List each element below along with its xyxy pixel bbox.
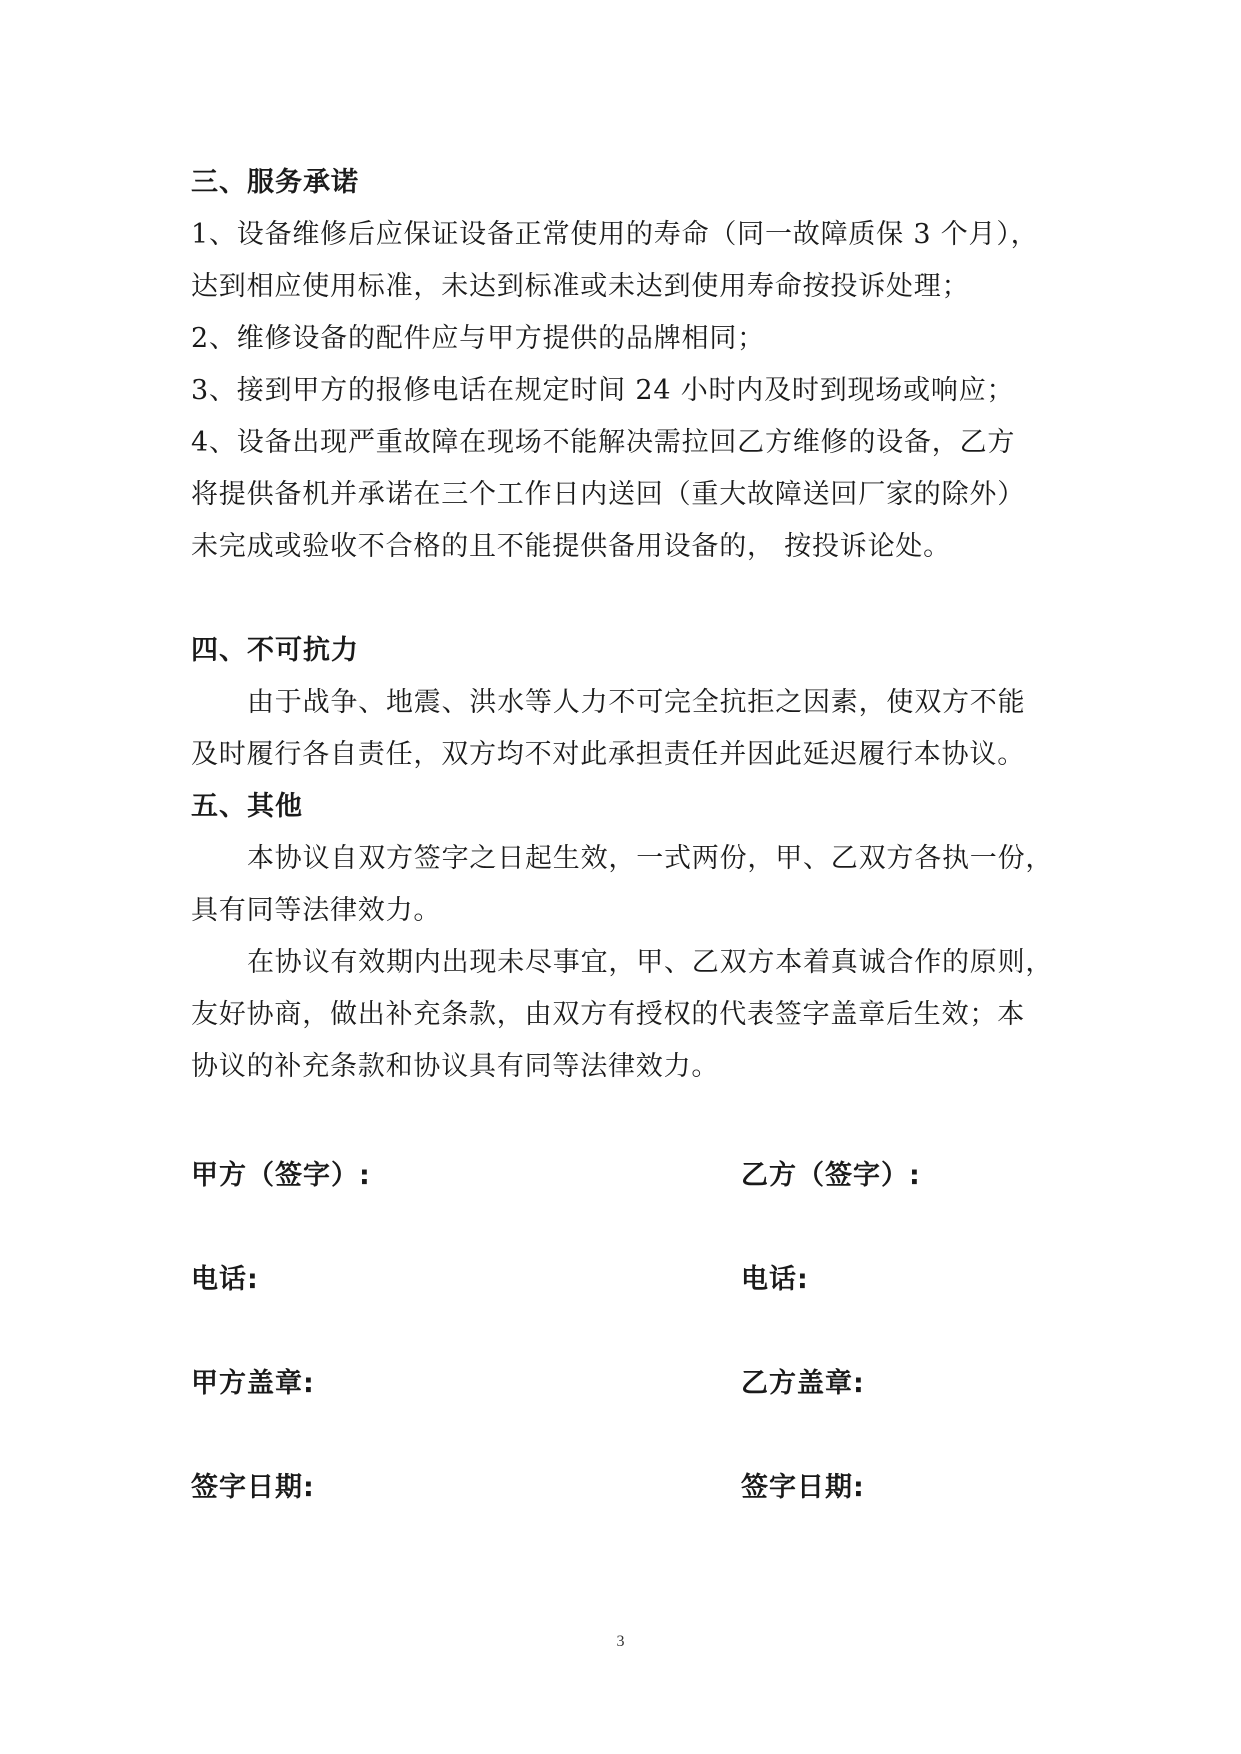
- party-a-date-label: 签字日期:: [191, 1472, 315, 1503]
- paragraph-line: 将提供备机并承诺在三个工作日内送回（重大故障送回厂家的除外）: [191, 479, 1025, 510]
- section-heading-other: 五、其他: [191, 791, 303, 822]
- signature-row-date: [191, 1462, 1061, 1566]
- signature-block: [191, 1150, 1061, 1566]
- paragraph-line: 本协议自双方签字之日起生效，一式两份，甲、乙双方各执一份，: [247, 843, 1054, 874]
- paragraph-line: 4、设备出现严重故障在现场不能解决需拉回乙方维修的设备，乙方: [191, 427, 1016, 458]
- signature-row-phone: [191, 1254, 1061, 1358]
- party-b-signature-label: 乙方（签字）:: [741, 1160, 921, 1191]
- paragraph-line: 3、接到甲方的报修电话在规定时间 24 小时内及时到现场或响应；: [191, 375, 1015, 406]
- paragraph-line: 达到相应使用标准，未达到标准或未达到使用寿命按投诉处理；: [191, 271, 970, 302]
- signature-row-seal: [191, 1358, 1061, 1462]
- party-b-phone-label: 电话:: [741, 1264, 809, 1295]
- paragraph-line: 具有同等法律效力。: [191, 895, 442, 926]
- party-a-seal-label: 甲方盖章:: [191, 1368, 315, 1399]
- paragraph-line: 2、维修设备的配件应与甲方提供的品牌相同；: [191, 323, 765, 354]
- party-a-phone-label: 电话:: [191, 1264, 259, 1295]
- section-spacer: [191, 573, 1061, 625]
- paragraph-line: 及时履行各自责任，双方均不对此承担责任并因此延迟履行本协议。: [191, 739, 1025, 770]
- paragraph-line: 协议的补充条款和协议具有同等法律效力。: [191, 1051, 720, 1082]
- section-heading-service-commitment: 三、服务承诺: [191, 167, 359, 198]
- agreement-body: [191, 157, 1061, 1093]
- page-number: 3: [616, 1633, 625, 1650]
- signature-row-sign: [191, 1150, 1061, 1254]
- party-a-signature-label: 甲方（签字）:: [191, 1160, 371, 1191]
- party-b-date-label: 签字日期:: [741, 1472, 865, 1503]
- paragraph-line: 由于战争、地震、洪水等人力不可完全抗拒之因素，使双方不能: [247, 687, 1026, 718]
- paragraph-line: 友好协商，做出补充条款，由双方有授权的代表签字盖章后生效；本: [191, 999, 1025, 1030]
- paragraph-line: 1、设备维修后应保证设备正常使用的寿命（同一故障质保 3 个月），: [191, 219, 1039, 250]
- party-b-seal-label: 乙方盖章:: [741, 1368, 865, 1399]
- section-heading-force-majeure: 四、不可抗力: [191, 635, 359, 666]
- paragraph-line: 在协议有效期内出现未尽事宜，甲、乙双方本着真诚合作的原则，: [247, 947, 1054, 978]
- paragraph-line: 未完成或验收不合格的且不能提供备用设备的， 按投诉论处。: [191, 531, 951, 562]
